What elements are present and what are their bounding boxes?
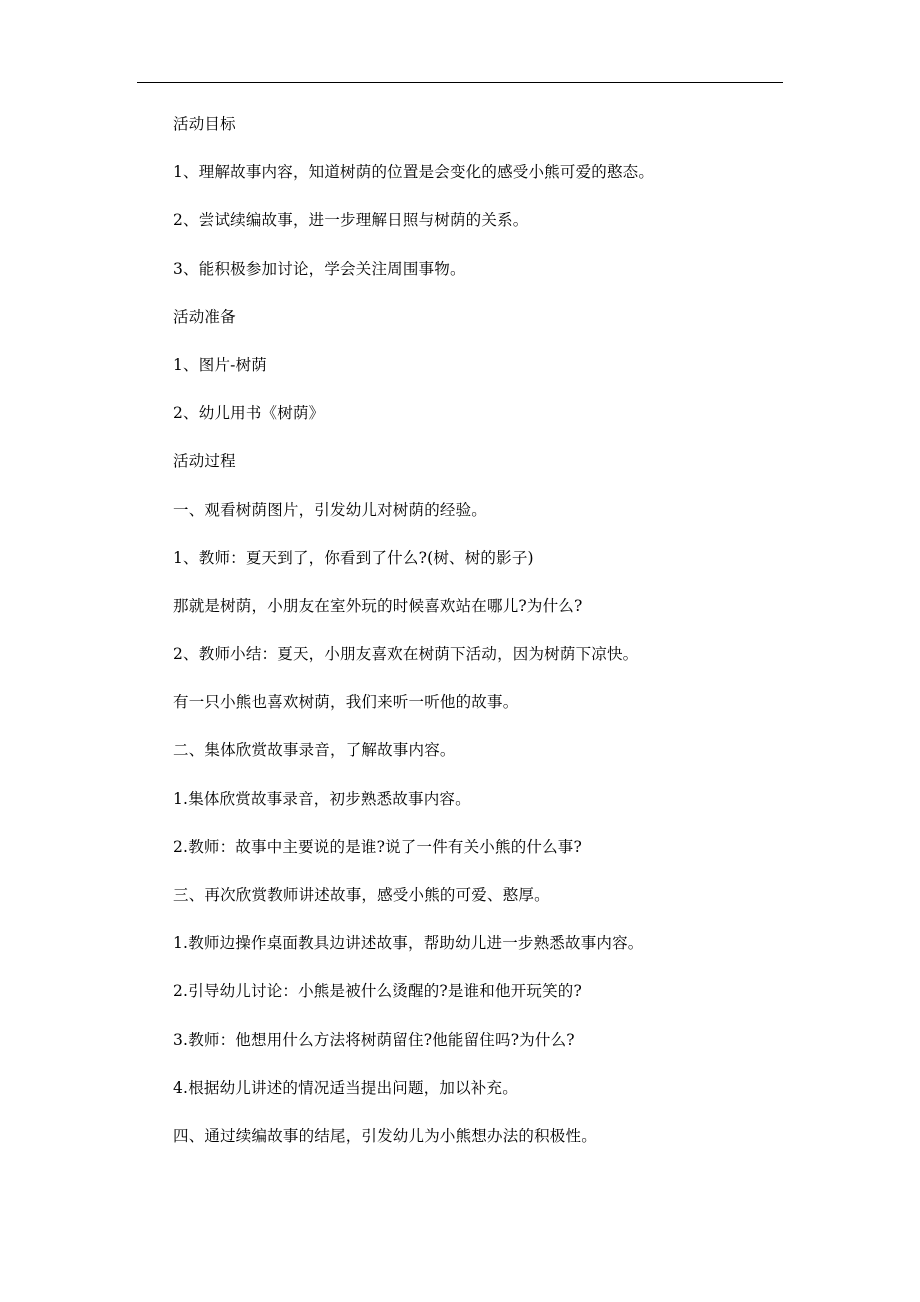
goal-item-1: 1、理解故事内容，知道树荫的位置是会变化的感受小熊可爱的憨态。 [173, 163, 655, 182]
process-step-1-text: 那就是树荫，小朋友在室外玩的时候喜欢站在哪儿?为什么? [173, 596, 583, 615]
process-step-1-item-1: 1、教师：夏天到了，你看到了什么?(树、树的影子) [173, 548, 534, 567]
section-heading-process: 活动过程 [173, 452, 236, 471]
process-step-2-item-1: 1.集体欣赏故事录音，初步熟悉故事内容。 [173, 789, 471, 808]
goal-item-2: 2、尝试续编故事，进一步理解日照与树荫的关系。 [173, 211, 529, 230]
header-rule [137, 82, 783, 83]
process-step-1-transition: 有一只小熊也喜欢树荫，我们来听一听他的故事。 [173, 693, 519, 712]
process-step-4: 四、通过续编故事的结尾，引发幼儿为小熊想办法的积极性。 [173, 1126, 597, 1145]
process-step-3-item-4: 4.根据幼儿讲述的情况适当提出问题，加以补充。 [173, 1078, 518, 1097]
preparation-item-2: 2、幼儿用书《树荫》 [173, 404, 325, 423]
section-heading-goals: 活动目标 [173, 115, 236, 133]
process-step-2: 二、集体欣赏故事录音，了解故事内容。 [173, 741, 456, 760]
process-step-3: 三、再次欣赏教师讲述故事，感受小熊的可爱、憨厚。 [173, 886, 550, 904]
process-step-3-item-2: 2.引导幼儿讨论：小熊是被什么烫醒的?是谁和他开玩笑的? [173, 982, 583, 1001]
process-step-3-item-1: 1.教师边操作桌面教具边讲述故事，帮助幼儿进一步熟悉故事内容。 [173, 934, 644, 953]
process-step-2-item-2: 2.教师：故事中主要说的是谁?说了一件有关小熊的什么事? [173, 837, 583, 856]
section-heading-preparation: 活动准备 [173, 307, 236, 326]
document-body [173, 108, 773, 1168]
preparation-item-1: 1、图片-树荫 [173, 355, 267, 374]
goal-item-3: 3、能积极参加讨论，学会关注周围事物。 [173, 259, 466, 278]
process-step-1-item-2: 2、教师小结：夏天，小朋友喜欢在树荫下活动，因为树荫下凉快。 [173, 645, 639, 664]
process-step-1: 一、观看树荫图片，引发幼儿对树荫的经验。 [173, 500, 488, 519]
process-step-3-item-3: 3.教师：他想用什么方法将树荫留住?他能留住吗?为什么? [173, 1030, 575, 1049]
